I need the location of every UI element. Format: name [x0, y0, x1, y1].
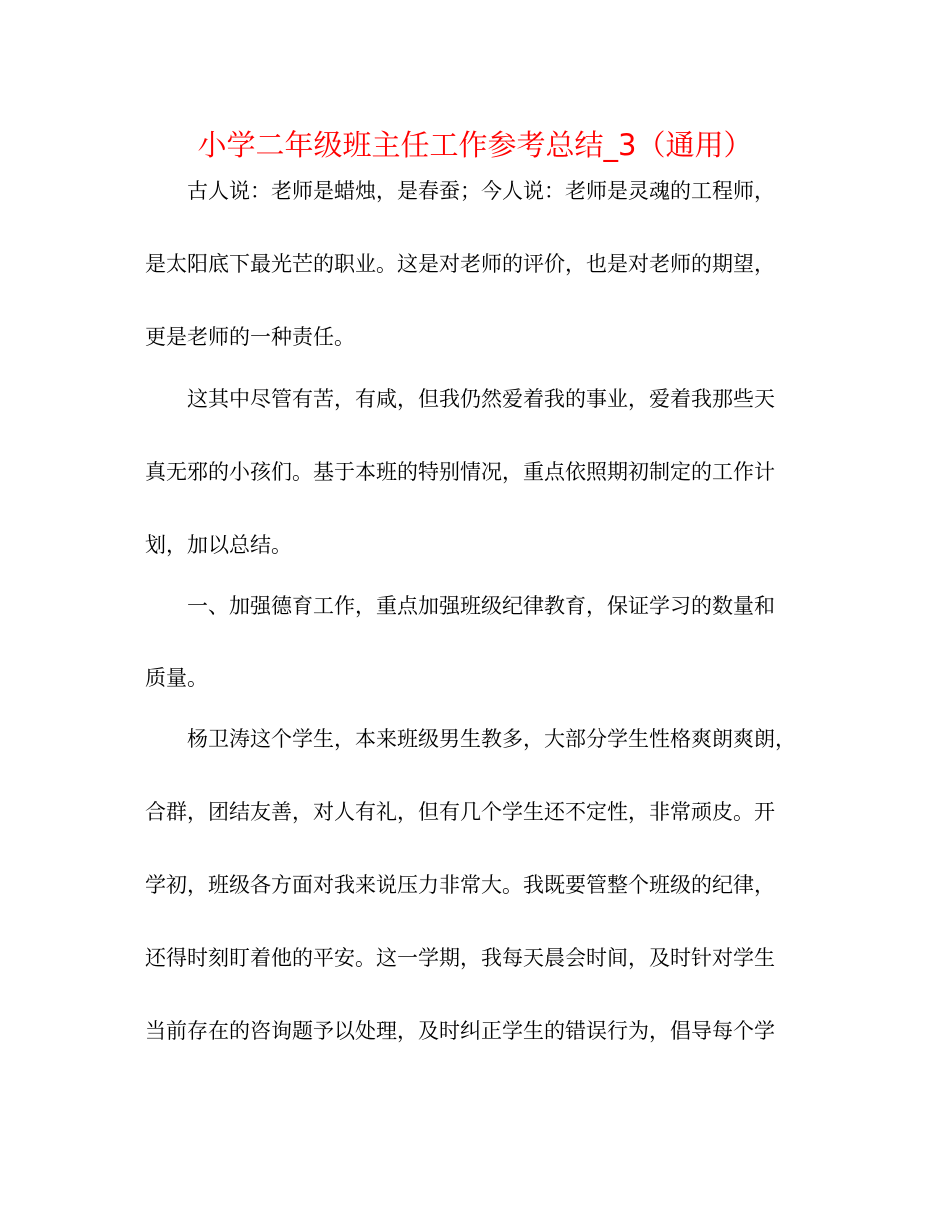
document-title: 小学二年级班主任工作参考总结_3（通用） — [197, 128, 753, 162]
paragraph-line: 更是老师的一种责任。 — [145, 325, 355, 349]
paragraph-line: 古人说：老师是蜡烛，是春蚕；今人说：老师是灵魂的工程师， — [187, 179, 775, 203]
paragraph-line: 学初，班级各方面对我来说压力非常大。我既要管整个班级的纪律， — [145, 873, 775, 897]
paragraph-line: 真无邪的小孩们。基于本班的特别情况，重点依照期初制定的工作计 — [145, 460, 775, 484]
paragraph-line: 这其中尽管有苦，有咸，但我仍然爱着我的事业，爱着我那些天 — [187, 387, 775, 411]
paragraph-line: 质量。 — [145, 666, 208, 690]
paragraph-line: 当前存在的咨询题予以处理，及时纠正学生的错误行为，倡导每个学 — [145, 1019, 775, 1043]
paragraph-line: 合群，团结友善，对人有礼，但有几个学生还不定性，非常顽皮。开 — [145, 800, 775, 824]
paragraph-line: 杨卫涛这个学生，本来班级男生教多，大部分学生性格爽朗爽朗， — [187, 727, 796, 751]
paragraph-line: 一、加强德育工作，重点加强班级纪律教育，保证学习的数量和 — [187, 594, 775, 618]
paragraph-line: 是太阳底下最光芒的职业。这是对老师的评价，也是对老师的期望， — [145, 252, 775, 276]
paragraph-line: 还得时刻盯着他的平安。这一学期，我每天晨会时间，及时针对学生 — [145, 946, 775, 970]
paragraph-line: 划，加以总结。 — [145, 533, 292, 557]
